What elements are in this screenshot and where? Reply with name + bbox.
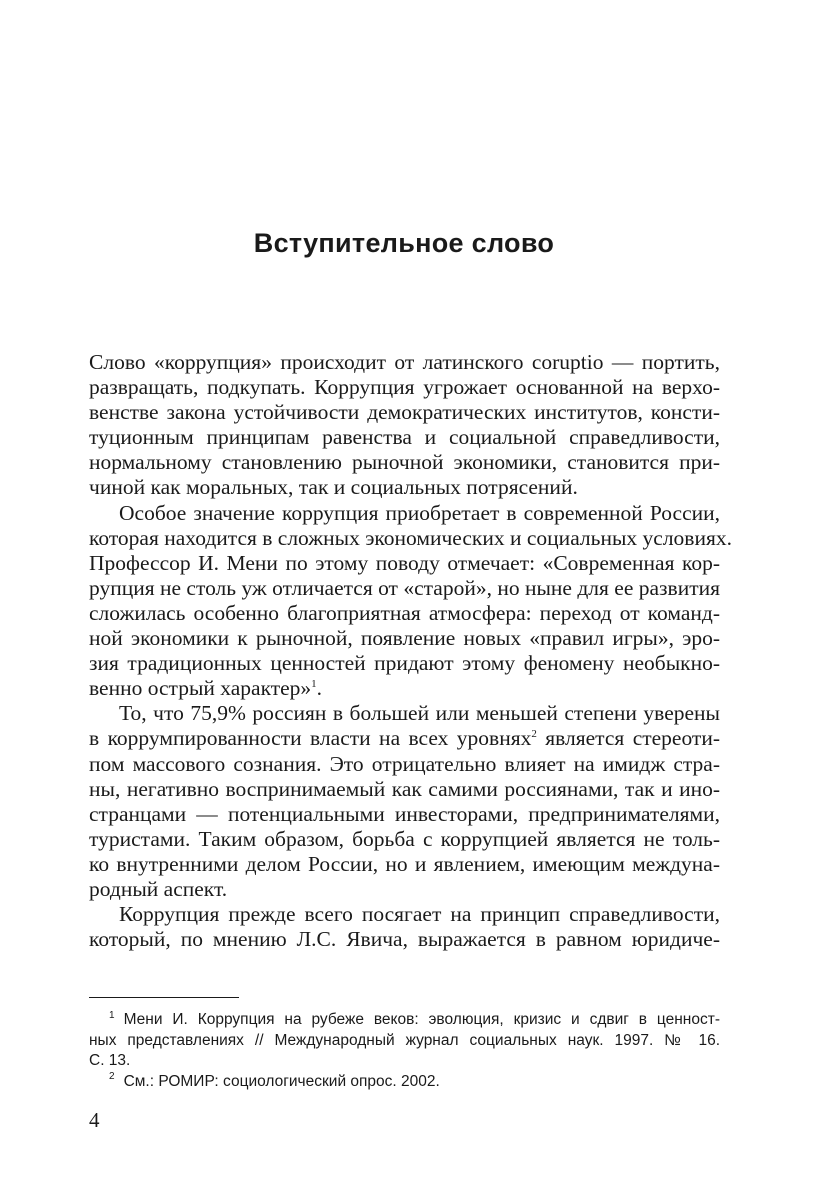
- footnote-line: С. 13.: [89, 1052, 131, 1069]
- main-text: [89, 350, 732, 952]
- footnote-text: См.: РОМИР: социологический опрос. 2002.: [123, 1072, 440, 1090]
- text-line: зия традиционных ценностей придают этому феномену необыкно-: [89, 651, 720, 676]
- footnote-line: ных представлениях // Международный журнал социальных наук. 1997. № 16.: [89, 1031, 720, 1049]
- text-line: рупция не столь уж отличается от «старой», но ныне для ее развития: [89, 575, 720, 600]
- text-line: которая находится в сложных экономических и социальных условиях.: [89, 525, 732, 550]
- text-line: который, по мнению Л.С. Явича, выражается в равном юридиче-: [89, 927, 720, 952]
- text-fragment: .: [316, 676, 323, 701]
- text-line: ко внутренними делом России, но и явлением, имеющим междуна-: [89, 851, 720, 876]
- footnote-mark: 2: [109, 1071, 115, 1083]
- footnote-ref-2[interactable]: 2: [531, 728, 537, 741]
- text-line: развращать, подкупать. Коррупция угрожает основанной на верхо-: [89, 375, 720, 400]
- text-line: ной экономики к рыночной, появление новых «правил игры», эро-: [89, 626, 720, 651]
- text-line: Слово «коррупция» происходит от латинского coruptio — портить,: [89, 350, 720, 374]
- text-line: Коррупция прежде всего посягает на принцип справедливости,: [119, 902, 720, 927]
- text-line: Особое значение коррупция приобретает в современной России,: [119, 500, 720, 525]
- footnote-line: [89, 1072, 720, 1093]
- text-line: То, что 75,9% россиян в большей или меньшей степени уверены: [119, 701, 720, 726]
- footnote-mark: 1: [109, 1009, 115, 1021]
- text-line: ны, негативно воспринимаемый как самими россиянами, так и ино-: [89, 776, 720, 801]
- footnote-text: Мени И. Коррупция на рубеже веков: эволюция, кризис и сдвиг в ценност-: [123, 1011, 720, 1028]
- text-line: [89, 726, 720, 751]
- footnote-divider: [89, 997, 239, 998]
- text-fragment: является стереоти-: [536, 726, 720, 751]
- text-line: туционным принципам равенства и социальной справедливости,: [89, 425, 720, 450]
- page-title: Вступительное слово: [253, 228, 555, 258]
- text-line: чиной как моральных, так и социальных потрясений.: [89, 475, 578, 500]
- text-line: странцами — потенциальными инвесторами, предпринимателями,: [89, 801, 720, 826]
- text-line: Профессор И. Мени по этому поводу отмечает: «Современная кор-: [89, 550, 720, 575]
- text-line: нормальному становлению рыночной экономики, становится при-: [89, 450, 720, 475]
- text-line: [89, 676, 720, 701]
- footnotes: [89, 1010, 720, 1092]
- page-number: 4: [89, 1108, 100, 1132]
- footnote-line: [89, 1010, 720, 1031]
- text-line: туристами. Таким образом, борьба с коррупцией является не толь-: [89, 826, 720, 851]
- text-line: пом массового сознания. Это отрицательно влияет на имидж стра-: [89, 751, 720, 776]
- text-line: сложилась особенно благоприятная атмосфера: переход от команд-: [89, 600, 720, 625]
- text-line: родный аспект.: [89, 876, 228, 901]
- text-fragment: венно острый характер»: [89, 676, 312, 701]
- text-line: венстве закона устойчивости демократических институтов, консти-: [89, 400, 720, 425]
- text-fragment: в коррумпированности власти на всех уровнях: [89, 726, 532, 751]
- footnote-ref-1[interactable]: 1: [311, 678, 317, 691]
